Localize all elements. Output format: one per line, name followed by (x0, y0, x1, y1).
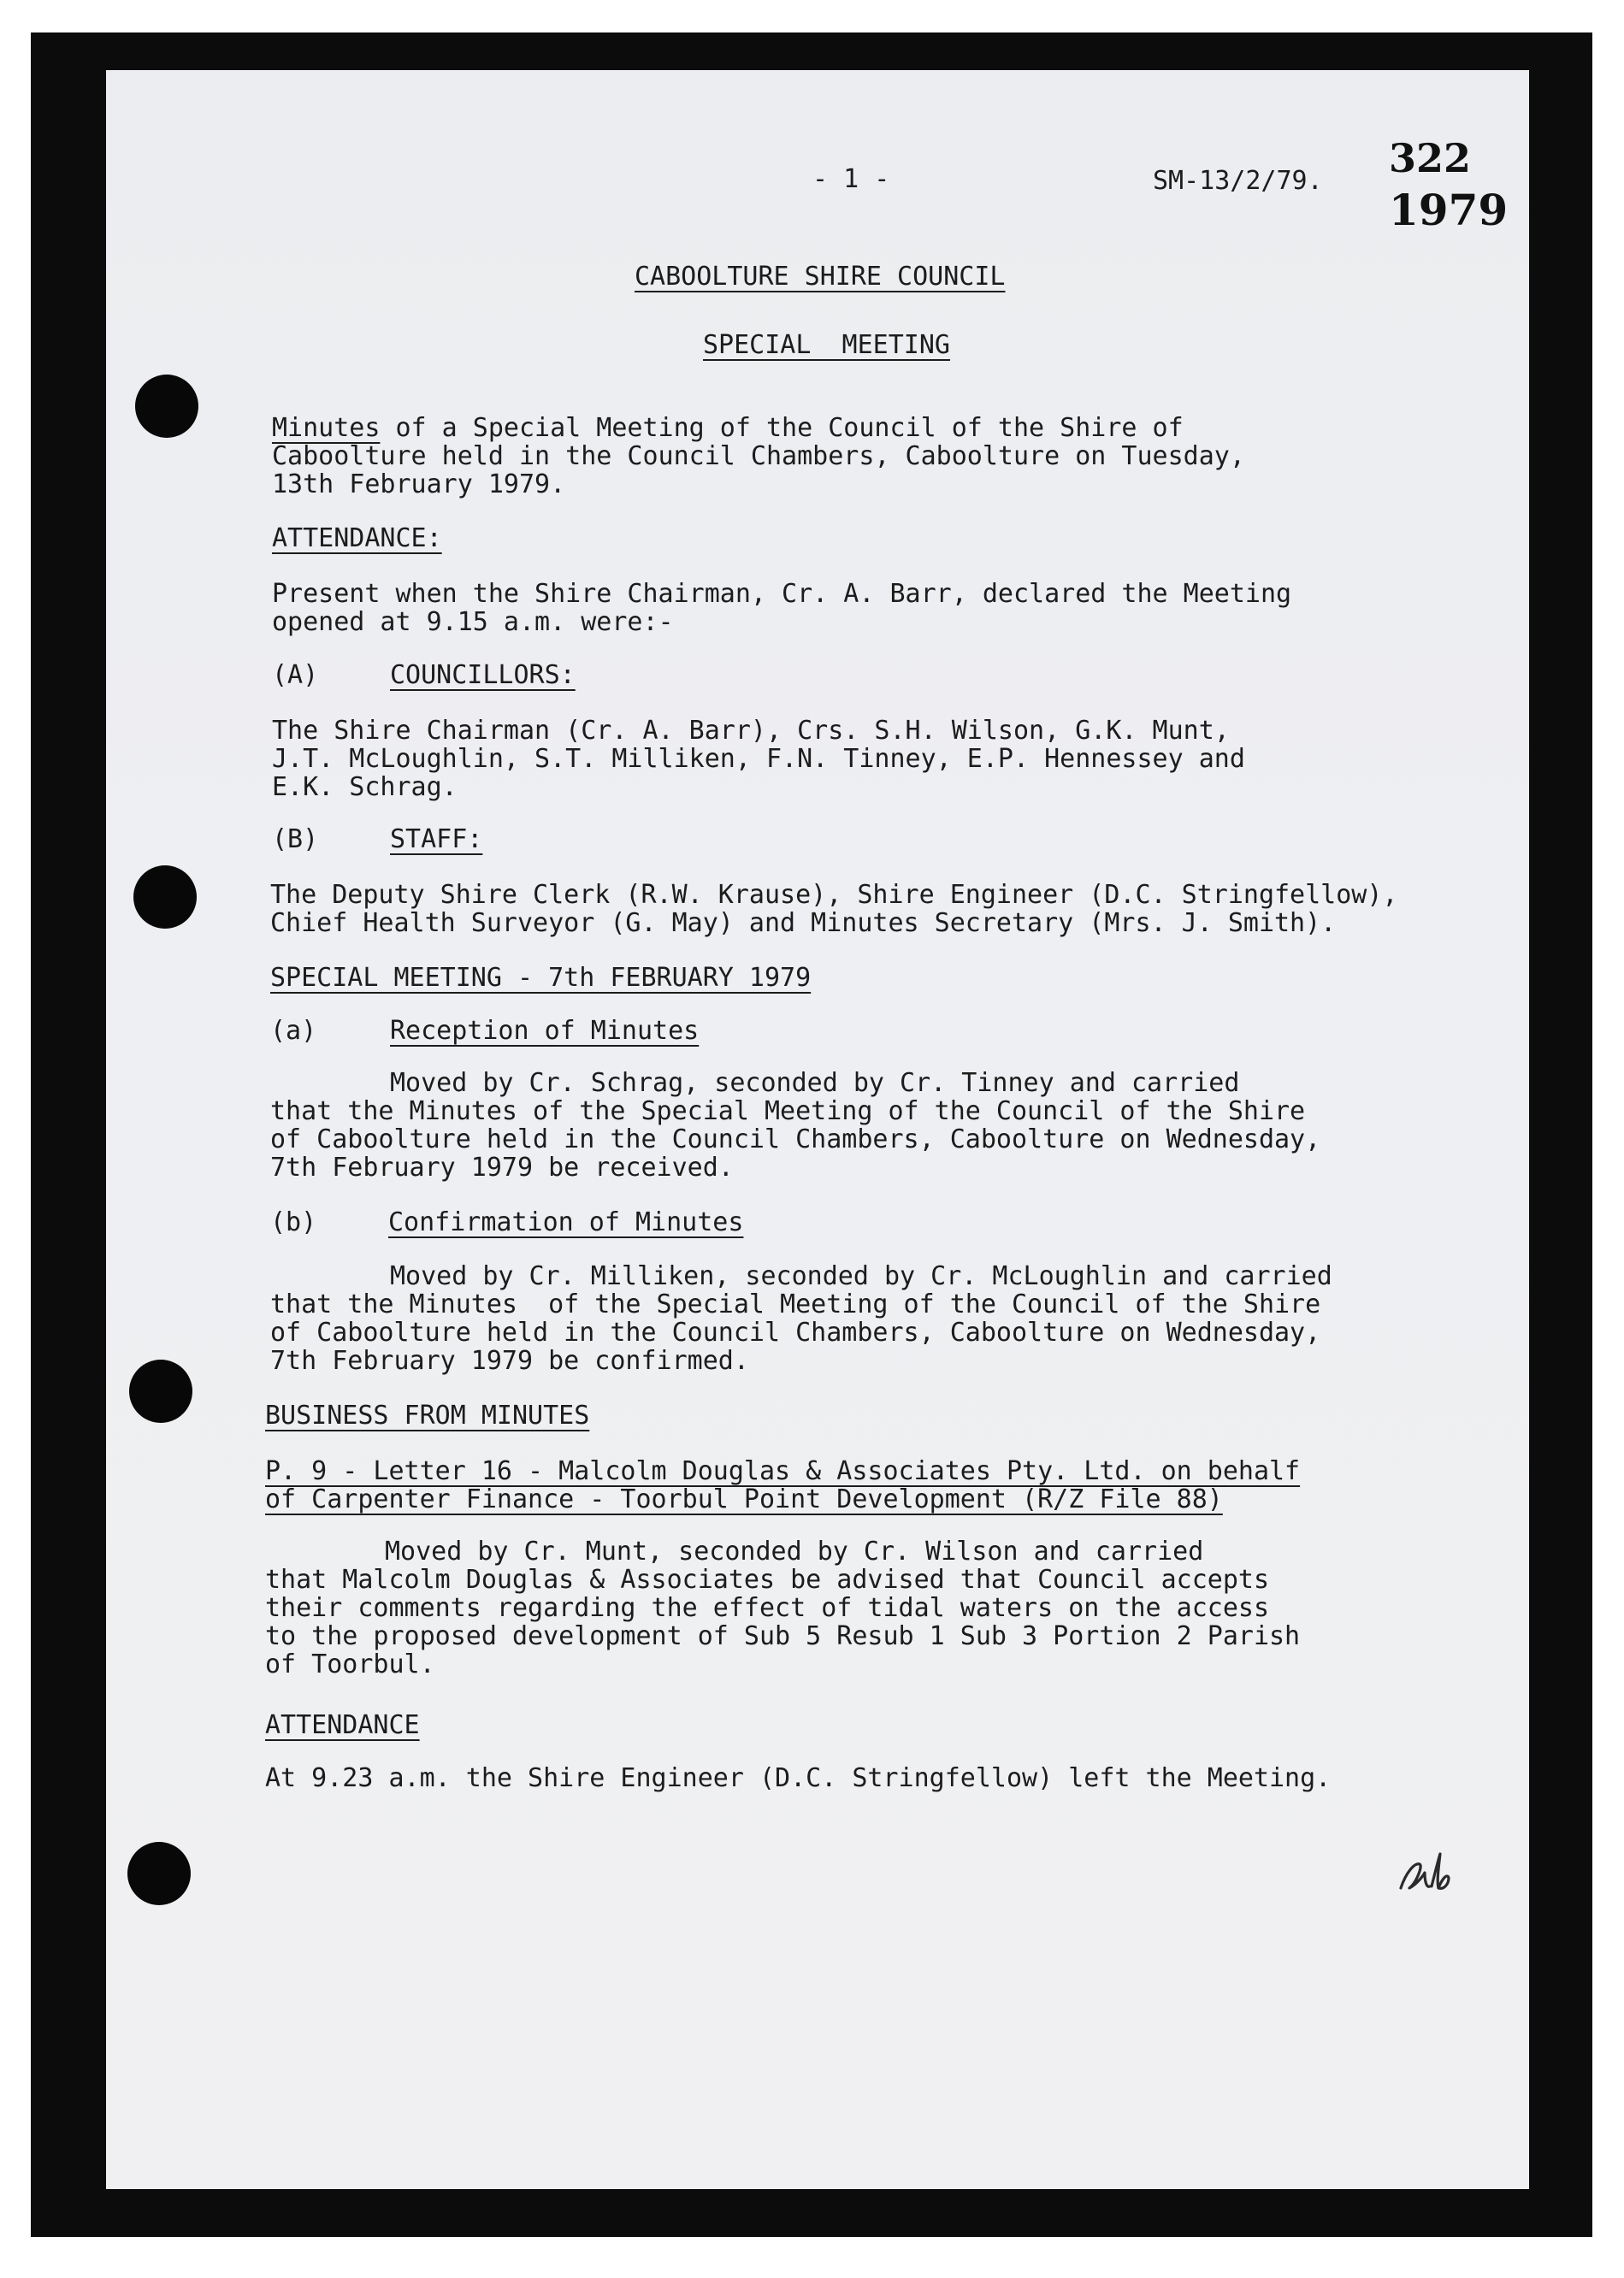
intro-line: Caboolture held in the Council Chambers, Caboolture on Tuesday, (272, 441, 1245, 471)
staff-line: Chief Health Surveyor (G. May) and Minutes Secretary (Mrs. J. Smith). (270, 908, 1337, 938)
handwritten-initials (1394, 1847, 1454, 1898)
present-line: Present when the Shire Chairman, Cr. A. Barr, declared the Meeting (272, 579, 1292, 609)
staff-label: (B) (272, 824, 319, 854)
item-a-label: (a) (270, 1016, 317, 1046)
councillors-label: (A) (272, 660, 319, 690)
special-meeting-heading: SPECIAL MEETING - 7th FEBRUARY 1979 (270, 963, 812, 993)
punch-hole (135, 375, 198, 438)
intro-line: 13th February 1979. (272, 469, 566, 499)
item-b-label: (b) (270, 1207, 317, 1237)
item-a-line: 7th February 1979 be received. (270, 1153, 734, 1183)
business-item-heading (265, 1457, 1300, 1514)
item-b-line: of Caboolture held in the Council Chambers, Caboolture on Wednesday, (270, 1318, 1321, 1348)
attendance-2-heading: ATTENDANCE (265, 1710, 420, 1740)
item-a-line: that the Minutes of the Special Meeting of the Council of the Shire (270, 1096, 1306, 1126)
present-line: opened at 9.15 a.m. were:- (272, 607, 674, 637)
item-a-line: of Caboolture held in the Council Chambers, Caboolture on Wednesday, (270, 1124, 1321, 1154)
councillors-paragraph (272, 717, 1245, 801)
business-item-paragraph (265, 1537, 1300, 1679)
intro-line: of a Special Meeting of the Council of the Shire of (380, 413, 1184, 443)
staff-paragraph (270, 881, 1398, 937)
council-title: CABOOLTURE SHIRE COUNCIL (635, 262, 1006, 292)
business-item-heading-line: of Carpenter Finance - Toorbul Point Development (R/Z File 88) (265, 1484, 1223, 1514)
punch-hole (127, 1842, 191, 1905)
staff-heading: STAFF: (390, 824, 483, 854)
stamp-year: 1979 (1389, 185, 1509, 235)
item-b-line: 7th February 1979 be confirmed. (270, 1346, 749, 1376)
document-reference: SM-13/2/79. (1153, 166, 1323, 196)
item-b-heading: Confirmation of Minutes (388, 1207, 744, 1237)
item-a-heading: Reception of Minutes (390, 1016, 700, 1046)
business-item-line: to the proposed development of Sub 5 Resub 1 Sub 3 Portion 2 Parish (265, 1621, 1301, 1651)
item-b-paragraph (270, 1262, 1332, 1375)
councillors-line: E.K. Schrag. (272, 772, 458, 802)
punch-hole (129, 1360, 192, 1423)
item-b-line: Moved by Cr. Milliken, seconded by Cr. McLoughlin and carried (390, 1261, 1332, 1291)
punch-hole (133, 865, 197, 929)
item-a-line: Moved by Cr. Schrag, seconded by Cr. Tinney and carried (390, 1068, 1240, 1098)
staff-line: The Deputy Shire Clerk (R.W. Krause), Shire Engineer (D.C. Stringfellow), (270, 880, 1398, 910)
document-page (106, 70, 1529, 2189)
councillors-line: J.T. McLoughlin, S.T. Milliken, F.N. Tinney, E.P. Hennessey and (272, 744, 1245, 774)
business-item-line: their comments regarding the effect of tidal waters on the access (265, 1593, 1269, 1623)
business-item-line: of Toorbul. (265, 1649, 435, 1679)
attendance-heading: ATTENDANCE: (272, 523, 442, 553)
intro-lead: Minutes (272, 413, 381, 443)
business-item-line: that Malcolm Douglas & Associates be advised that Council accepts (265, 1565, 1269, 1595)
present-paragraph (272, 580, 1291, 636)
business-item-line: Moved by Cr. Munt, seconded by Cr. Wilson and carried (385, 1537, 1204, 1567)
item-a-paragraph (270, 1069, 1320, 1182)
business-heading: BUSINESS FROM MINUTES (265, 1401, 590, 1431)
attendance-2-line: At 9.23 a.m. the Shire Engineer (D.C. Stringfellow) left the Meeting. (265, 1763, 1332, 1793)
page-number: - 1 - (812, 164, 890, 194)
councillors-line: The Shire Chairman (Cr. A. Barr), Crs. S.H. Wilson, G.K. Munt, (272, 716, 1230, 746)
business-item-heading-line: P. 9 - Letter 16 - Malcolm Douglas & Associates Pty. Ltd. on behalf (265, 1456, 1301, 1486)
meeting-title: SPECIAL MEETING (703, 330, 950, 360)
intro-paragraph (272, 414, 1245, 499)
stamp-number: 322 (1389, 135, 1472, 181)
councillors-heading: COUNCILLORS: (390, 660, 576, 690)
item-b-line: that the Minutes of the Special Meeting of the Council of the Shire (270, 1289, 1321, 1319)
